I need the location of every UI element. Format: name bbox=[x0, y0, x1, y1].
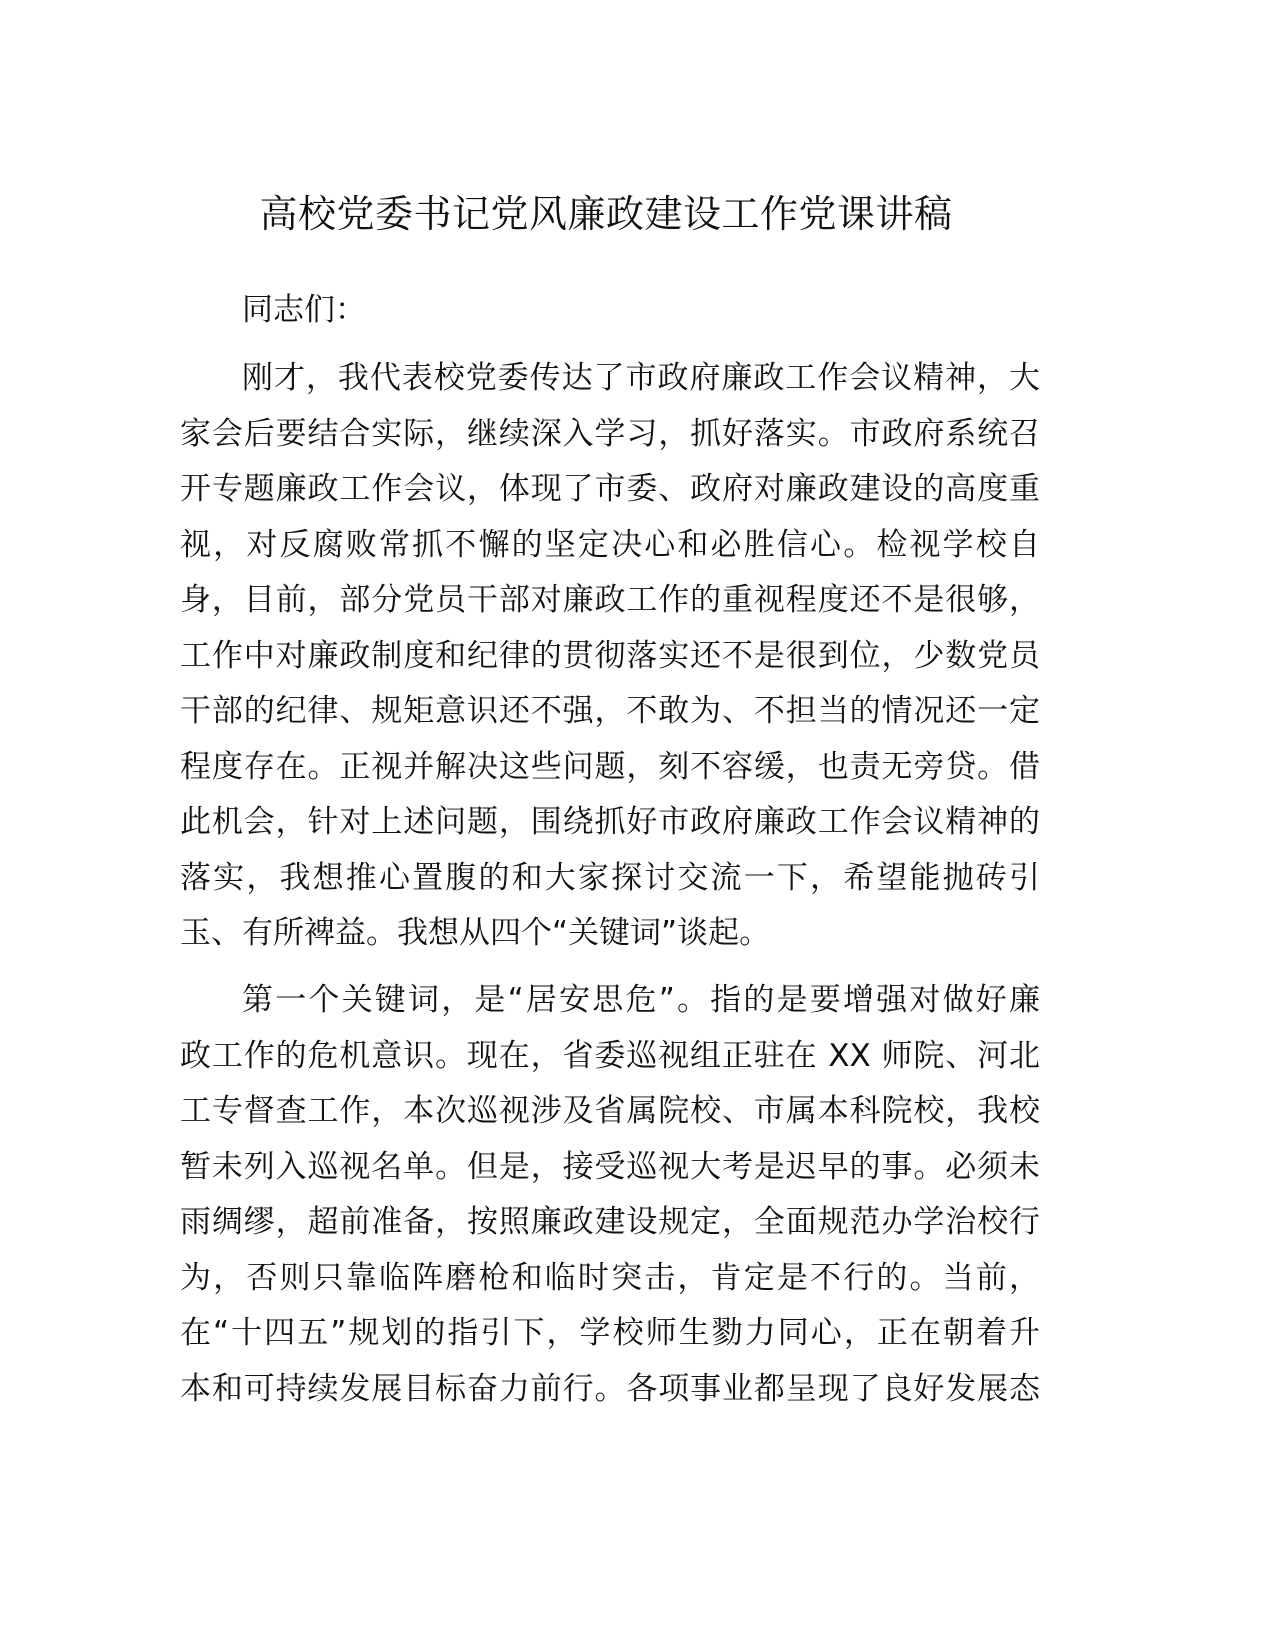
paragraph-1 bbox=[180, 351, 1040, 962]
paragraph-line: 为，否则只靠临阵磨枪和临时突击，肯定是不行的。当前， bbox=[180, 1259, 1040, 1296]
document-title: 高校党委书记党风廉政建设工作党课讲稿 bbox=[259, 192, 953, 236]
paragraph-line: 视，对反腐败常抓不懈的坚定决心和必胜信心。检视学校自 bbox=[180, 526, 1040, 563]
salutation: 同志们： bbox=[242, 292, 366, 328]
paragraph-line: 雨绸缪，超前准备，按照廉政建设规定，全面规范办学治校行 bbox=[180, 1204, 1040, 1240]
paragraph-line: 程度存在。正视并解决这些问题，刻不容缓，也责无旁贷。借 bbox=[180, 748, 1040, 785]
paragraph-line: 政工作的危机意识。现在，省委巡视组正驻在 XX 师院、河北 bbox=[180, 1037, 1040, 1074]
paragraph-line: 工专督查工作，本次巡视涉及省属院校、市属本科院校，我校 bbox=[180, 1093, 1040, 1129]
paragraph-line: 干部的纪律、规矩意识还不强，不敢为、不担当的情况还一定 bbox=[180, 693, 1040, 729]
paragraph-line: 身，目前，部分党员干部对廉政工作的重视程度还不是很够， bbox=[180, 582, 1040, 618]
paragraph-line: 家会后要结合实际，继续深入学习，抓好落实。市政府系统召 bbox=[180, 415, 1040, 452]
paragraph-line: 此机会，针对上述问题，围绕抓好市政府廉政工作会议精神的 bbox=[180, 804, 1040, 840]
paragraph-line: 暂未列入巡视名单。但是，接受巡视大考是迟早的事。必须未 bbox=[180, 1148, 1040, 1185]
paragraph-line: 在“十四五”规划的指引下，学校师生勠力同心，正在朝着升 bbox=[180, 1315, 1040, 1351]
paragraph-line: 本和可持续发展目标奋力前行。各项事业都呈现了良好发展态 bbox=[180, 1370, 1040, 1407]
paragraph-line: 第一个关键词，是“居安思危”。指的是要增强对做好廉 bbox=[242, 982, 1040, 1018]
paragraph-line: 开专题廉政工作会议，体现了市委、政府对廉政建设的高度重 bbox=[180, 471, 1040, 507]
paragraph-line: 落实，我想推心置腹的和大家探讨交流一下，希望能抛砖引 bbox=[180, 859, 1040, 896]
paragraph-line: 玉、有所裨益。我想从四个“关键词”谈起。 bbox=[180, 915, 771, 951]
paragraph-2 bbox=[180, 973, 1040, 1417]
paragraph-line: 刚才，我代表校党委传达了市政府廉政工作会议精神，大 bbox=[242, 360, 1040, 396]
paragraph-line: 工作中对廉政制度和纪律的贯彻落实还不是很到位，少数党员 bbox=[180, 637, 1040, 674]
